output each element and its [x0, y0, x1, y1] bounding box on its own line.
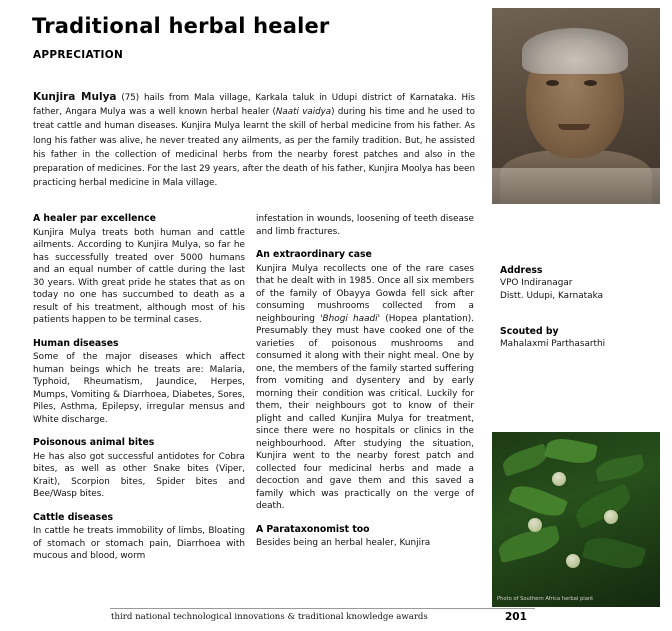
case-text-2: (Hopea plantation). Presumably they must have cooked one of the varieties of poisonous mushrooms and consumed it along with their night meal. One by one, the members of the family started suffering from vomiting and dysentery and by early morning their condition was critical. Luckily for them, their neighbours got to know of their plight and called Kunjira Mulya for treatment, since there were no hospitals or clinics in the neighbourhood. After studying the situation, Kunjira went to the nearby forest patch and collected four medicinal herbs and made a decoction and gave them and this saved a family which was practically on the verge of death. [256, 313, 474, 511]
address-block [500, 265, 660, 302]
column-continuation-text: infestation in wounds, loosening of teeth disease and limb fractures. [256, 214, 474, 237]
footer-divider [110, 608, 535, 609]
flower-2 [528, 518, 542, 532]
address-line-2: Distt. Udupi, Karnataka [500, 290, 604, 301]
intro-paragraph [33, 90, 475, 190]
case-text-1: Kunjira Mulya recollects one of the rare cases that he dealt with in 1985. Once all six members of the family of Obayya Gowda fell sick after consuming mushrooms collected from a neighbouring ' [256, 263, 474, 324]
intro-text-2: ) during his time and he used to treat cattle and human diseases. Kunjira Mulya learnt the skill of herbal medicine from his father. As long his father was alive, he never treated any ailments, as per the family tradition. But, he assisted his father in the collection of medicinal herbs from the nearby forest patches and also in the preparation of medicines. For the last 29 years, after the death of his father, Kunjira Moolya has been practicing herbal medicine in Mala village. [33, 107, 475, 189]
scouted-by-block [500, 326, 660, 351]
leaf-7 [582, 532, 647, 574]
leaf-4 [508, 480, 568, 521]
section-heading-poisonous-animal-bites: Poisonous animal bites [33, 437, 155, 448]
leaf-3 [595, 454, 646, 482]
section-body-human-diseases: Some of the major diseases which affect human beings which he treats are: Malaria, Typhoid, Rheumatism, Jaundice, Herpes, Mumps, Vomiting & Diarrhoea, Diabetes, Sores, Piles, Asthma, Epilepsy, irregular mensus and White discharge. [33, 352, 245, 425]
scouted-by-heading: Scouted by [500, 326, 559, 337]
healer-name: Kunjira Mulya [33, 91, 117, 103]
section-heading-parataxonomist: A Parataxonomist too [256, 523, 370, 535]
address-heading: Address [500, 265, 543, 276]
scouted-by-name: Mahalaxmi Parthasarthi [500, 339, 606, 349]
section-body-parataxonomist: Besides being an herbal healer, Kunjira [256, 538, 431, 548]
intro-italic-term: Naati vaidya [275, 107, 332, 118]
section-body-healer-par-excellence: Kunjira Mulya treats both human and cattle ailments. According to Kunjira Mulya, so far he has successfully treated over 5000 humans and an equal number of cattle during the last 30 years. With great pride he states that as on today no one has succumbed to death as a result of his treatment, although most of his patients happen to be terminal cases. [33, 227, 245, 325]
left-column [33, 213, 245, 563]
portrait-hair [522, 28, 628, 74]
flower-3 [604, 510, 618, 524]
portrait-eye-left [546, 80, 559, 86]
address-line-1: VPO Indiranagar [500, 278, 573, 288]
section-body-cattle-diseases: In cattle he treats immobility of limbs, Bloating of stomach or stomach pain, Diarrhoea with mucous and blood, worm [33, 526, 245, 561]
leaf-1 [500, 443, 550, 476]
plant-photo [492, 432, 660, 607]
flower-1 [552, 472, 566, 486]
footer-text: third national technological innovations & traditional knowledge awards [111, 612, 428, 622]
portrait-mouth [558, 124, 590, 130]
flower-4 [566, 554, 580, 568]
leaf-2 [544, 435, 597, 467]
middle-column [256, 213, 474, 550]
section-heading-extraordinary-case: An extraordinary case [256, 249, 372, 260]
section-body-poisonous-animal-bites: He has also got successful antidotes for Cobra bites, as well as other Snake bites (Viper, Krait), Scorpion bites, Spider bites and Bee/Wasp bites. [33, 451, 245, 499]
section-heading-cattle-diseases: Cattle diseases [33, 511, 114, 523]
section-body-extraordinary-case [256, 263, 474, 513]
case-italic-term: Bhogi haadi' [322, 313, 381, 324]
portrait-eye-right [584, 80, 597, 86]
leaf-6 [496, 525, 562, 563]
page-number: 201 [505, 611, 527, 623]
page-title: Traditional herbal healer [32, 14, 330, 38]
leaf-5 [572, 483, 635, 529]
section-heading-human-diseases: Human diseases [33, 337, 119, 349]
portrait-photo [492, 8, 660, 204]
page-subtitle: APPRECIATION [33, 49, 124, 61]
intro-text-1: (75) hails from Mala village, Karkala taluk in Udupi district of Karnataka. His father, Angara Mulya was a well known herbal healer ( [33, 93, 475, 118]
section-heading-healer-par-excellence: A healer par excellence [33, 213, 156, 224]
portrait-cloth [492, 168, 660, 204]
plant-photo-caption: Photo of Southern Africa herbal plant [497, 596, 594, 603]
